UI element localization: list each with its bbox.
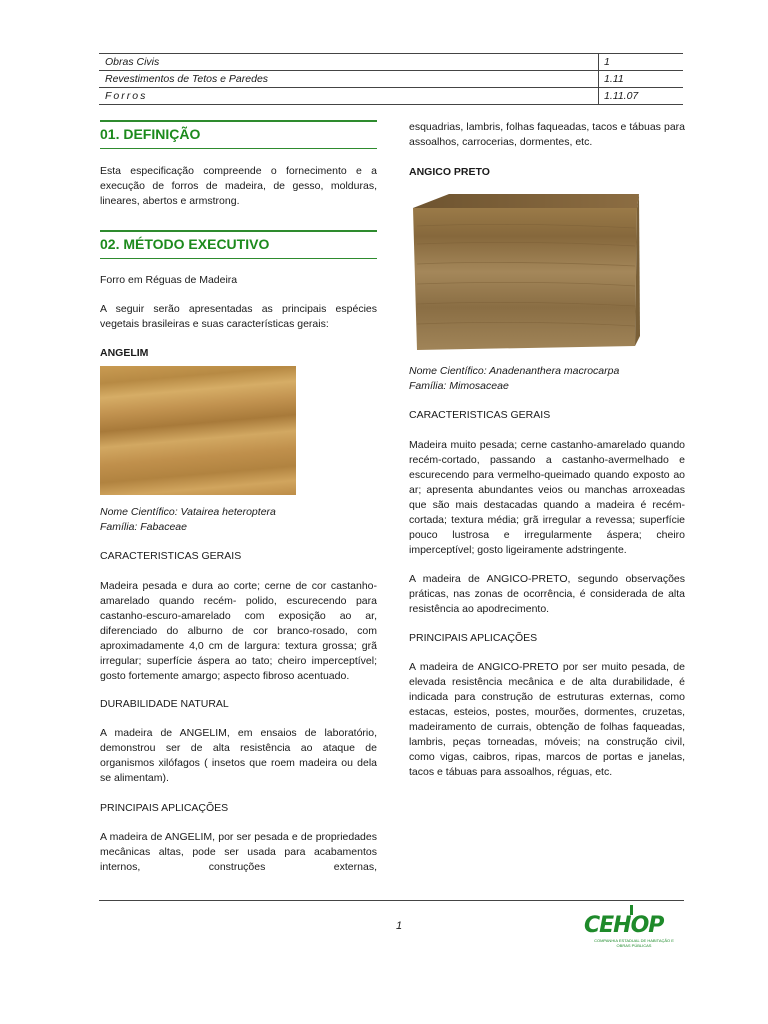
header-code: 1.11.07 [599,88,684,105]
section-title-metodo: 02. MÉTODO EXECUTIVO [100,230,377,259]
metodo-intro: Forro em Réguas de Madeira [100,274,238,286]
wood-block-illustration [409,186,642,352]
angelim-applications-text: A madeira de ANGELIM, por ser pesada e de propriedades mecânicas altas, pode ser usada para acabamentos internos, construções externas, [100,831,377,873]
header-row [99,71,683,88]
right-column [409,120,685,780]
header-code: 1.11 [599,71,684,88]
header-code: 1 [599,54,684,71]
angelim-applications-title: PRINCIPAIS APLICAÇÕES [100,802,229,814]
footer-divider [99,900,684,901]
angico-char-text: Madeira muito pesada; cerne castanho-amarelado quando recém-cortado, passando a castanho-avermelhado e escurecendo para vermelho-queimado quando exposto ao ar; apresenta abundantes veios ou manchas arroxeadas que são mais destacadas quando a madeira é recém-cortada; textura média; grã irregular a revessa; superfície pouco lustrosa e irregularmente áspera; cheiro imperceptível; gosto ligeiramente adstringente. [409,439,685,556]
left-column [100,120,377,875]
page-number: 1 [396,920,403,932]
angelim-scientific-name: Nome Científico: Vatairea heteroptera [100,506,276,518]
header-label: Forros [99,88,599,105]
angico-wood-image [409,186,642,352]
angico-scientific-name: Nome Científico: Anadenanthera macrocarpa [409,365,620,377]
angelim-applications-continued: esquadrias, lambris, folhas faqueadas, tacos e tábuas para assoalhos, carrocerias, dormentes, etc. [409,121,685,148]
angelim-durability-title: DURABILIDADE NATURAL [100,698,229,710]
angelim-char-title: CARACTERISTICAS GERAIS [100,550,242,562]
header-row [99,88,683,105]
cehop-logo [584,905,684,951]
angico-applications-title: PRINCIPAIS APLICAÇÕES [409,632,538,644]
angico-char-title: CARACTERISTICAS GERAIS [409,409,551,421]
logo-text: CEHOP [584,913,664,938]
document-header-table [99,53,683,105]
angelim-char-text: Madeira pesada e dura ao corte; cerne de cor castanho-amarelado quando recém- polido, escurecendo para castanho-escuro-amarelado com exposição ao ar, diferenciado do alburno de cor branco-rosado, com aproximadamente 4,0 cm de largura: textura grossa; grã irregular; superfície áspera ao tato; cheiro imperceptível; gosto fortemente amargo; aspecto fibroso acentuado. [100,580,377,682]
angelim-durability-text: A madeira de ANGELIM, em ensaios de laboratório, demonstrou ser de alta resistência ao ataque de organismos xilófagos ( insetos que roem madeira ou dela se alimentam). [100,727,377,784]
species-heading-angelim: ANGELIM [100,347,149,359]
angelim-family: Família: Fabaceae [100,521,187,533]
metodo-text: A seguir serão apresentadas as principais espécies vegetais brasileiras e suas características gerais: [100,303,377,330]
definicao-text: Esta especificação compreende o fornecimento e a execução de forros de madeira, de gesso, molduras, lineares, abertos e armstrong. [100,165,377,207]
section-title-definicao: 01. DEFINIÇÃO [100,120,377,149]
angico-applications-text: A madeira de ANGICO-PRETO por ser muito pesada, de elevada resistência mecânica e de alta durabilidade, é indicada para construção de estruturas externas, como estacas, esteios, postes, mourões, dormentes, cruzetas, madeiramento de currais, obtenção de folhas faqueadas, lambris, peças torneadas, móveis; na construção civil, como vigas, caibros, ripas, marcos de portas e janelas, tacos e tábuas para assoalhos, réguas, etc. [409,661,685,778]
logo-subtitle: COMPANHIA ESTADUAL DE HABITAÇÃO E OBRAS PÚBLICAS [594,938,674,948]
header-label: Obras Civis [99,54,599,71]
angico-resistance-text: A madeira de ANGICO-PRETO, segundo observações práticas, nas zonas de ocorrência, é considerada de alta resistência ao apodrecimento. [409,573,685,615]
header-label: Revestimentos de Tetos e Paredes [99,71,599,88]
species-heading-angico: ANGICO PRETO [409,166,490,178]
header-row [99,54,683,71]
angelim-wood-image [100,366,296,495]
angico-family: Família: Mimosaceae [409,380,509,392]
